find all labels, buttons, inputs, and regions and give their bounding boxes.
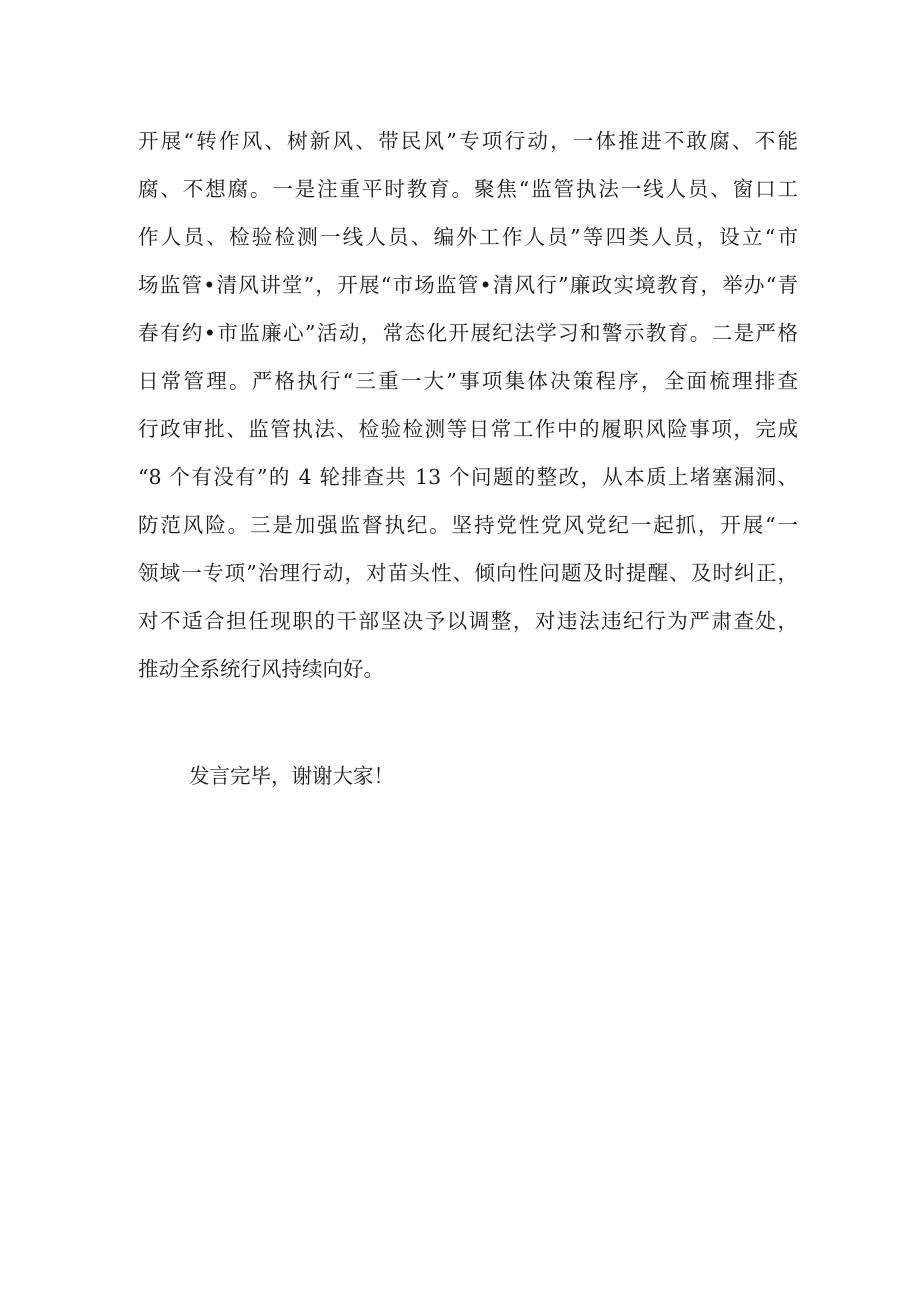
paragraph-line: 作人员、检验检测一线人员、编外工作人员”等四类人员，设立“市 (138, 225, 798, 249)
paragraph-line: 领域一专项”治理行动，对苗头性、倾向性问题及时提醒、及时纠正， (138, 561, 798, 585)
paragraph-line: 防范风险。三是加强监督执纪。坚持党性党风党纪一起抓，开展“一 (138, 513, 798, 537)
closing-remark: 发言完毕，谢谢大家！ (189, 764, 394, 788)
paragraph-line: 推动全系统行风持续向好。 (138, 657, 384, 681)
paragraph-line: 开展“转作风、树新风、带民风”专项行动，一体推进不敢腐、不能 (138, 129, 798, 153)
paragraph-line: 对不适合担任现职的干部坚决予以调整，对违法违纪行为严肃查处， (138, 609, 798, 633)
paragraph-line: “8 个有没有”的 4 轮排查共 13 个问题的整改，从本质上堵塞漏洞、 (138, 465, 798, 489)
paragraph-line: 场监管•清风讲堂”，开展“市场监管•清风行”廉政实境教育，举办“青 (138, 273, 798, 297)
paragraph-line: 日常管理。严格执行“三重一大”事项集体决策程序，全面梳理排查 (138, 369, 798, 393)
paragraph-line: 行政审批、监管执法、检验检测等日常工作中的履职风险事项，完成 (138, 417, 798, 441)
paragraph-line: 腐、不想腐。一是注重平时教育。聚焦“监管执法一线人员、窗口工 (138, 177, 798, 201)
paragraph-line: 春有约•市监廉心”活动，常态化开展纪法学习和警示教育。二是严格 (138, 321, 798, 345)
